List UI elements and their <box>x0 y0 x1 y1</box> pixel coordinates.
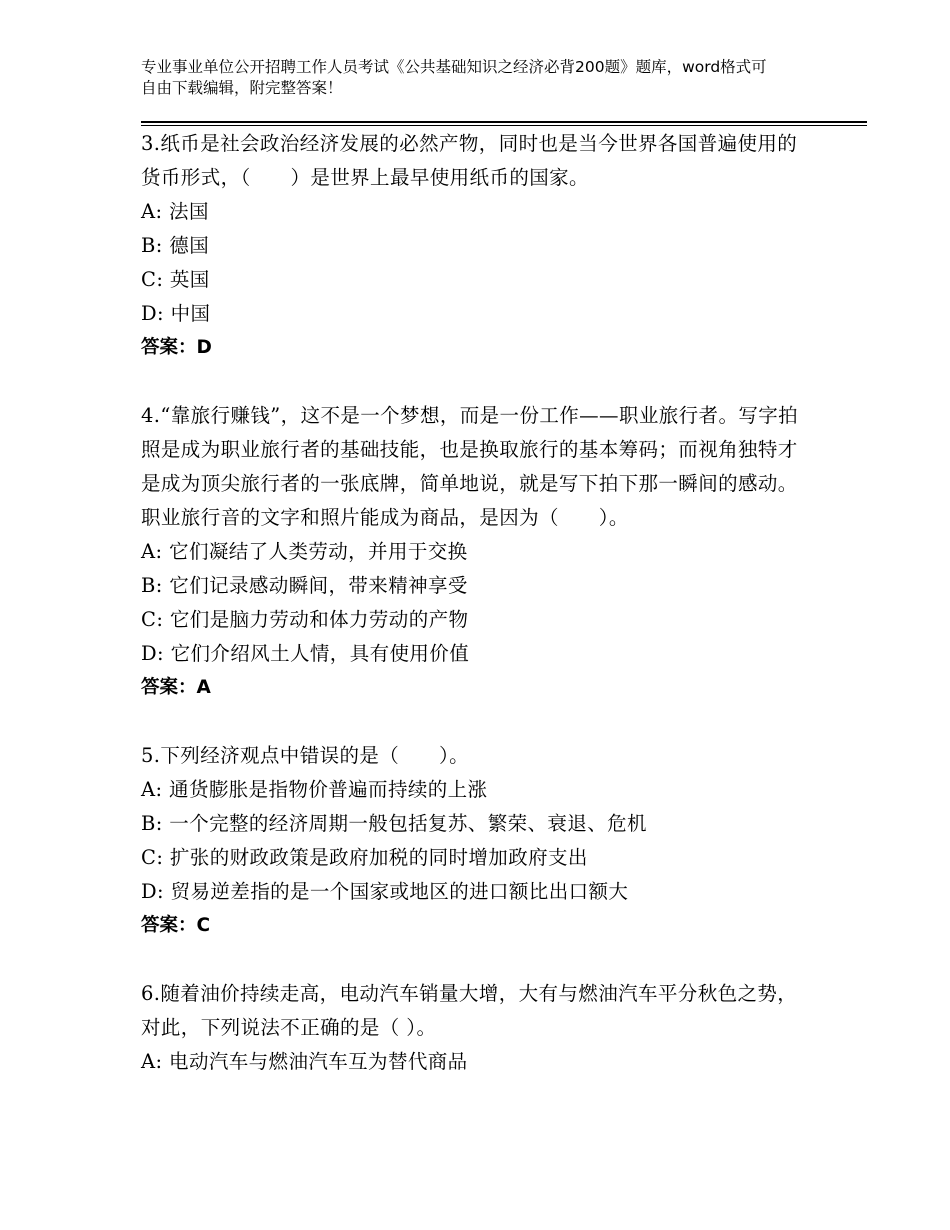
question-stem: 6.随着油价持续走高，电动汽车销量大增，大有与燃油汽车平分秋色之势，对此，下列说法不正确的是（ ）。 <box>141 982 798 1039</box>
question-stem: 5.下列经济观点中错误的是（ ）。 <box>141 744 470 767</box>
option-b: B: 一个完整的经济周期一般包括复苏、繁荣、衰退、危机 <box>141 812 647 835</box>
question-stem: 3.纸币是社会政治经济发展的必然产物，同时也是当今世界各国普遍使用的货币形式，（ ）是世界上最早使用纸币的国家。 <box>141 132 798 189</box>
option-b: B: 德国 <box>141 234 210 257</box>
document-header: 专业事业单位公开招聘工作人员考试《公共基础知识之经济必背200题》题库，word格式可自由下载编辑，附完整答案！ <box>141 58 767 97</box>
answer-label: 答案：D <box>141 337 212 358</box>
option-d: D: 贸易逆差指的是一个国家或地区的进口额比出口额大 <box>141 880 629 903</box>
option-a: A: 通货膨胀是指物价普遍而持续的上涨 <box>141 778 488 801</box>
question-3 <box>141 127 801 365</box>
answer-label: 答案：A <box>141 677 211 698</box>
question-6 <box>141 977 801 1079</box>
option-d: D: 它们介绍风土人情，具有使用价值 <box>141 642 470 665</box>
question-list <box>141 127 801 1113</box>
answer-label: 答案：C <box>141 915 211 936</box>
option-d: D: 中国 <box>141 302 211 325</box>
option-a: A: 它们凝结了人类劳动，并用于交换 <box>141 540 468 563</box>
question-stem: 4.“靠旅行赚钱”，这不是一个梦想，而是一份工作——职业旅行者。写字拍照是成为职业旅行者的基础技能，也是换取旅行的基本筹码；而视角独特才是成为顶尖旅行者的一张底牌，简单地说，就是写下拍下那一瞬间的感动。职业旅行音的文字和照片能成为商品，是因为（ ）。 <box>141 404 799 529</box>
option-c: C: 扩张的财政政策是政府加税的同时增加政府支出 <box>141 846 588 869</box>
option-c: C: 英国 <box>141 268 210 291</box>
option-a: A: 法国 <box>141 200 209 223</box>
header-rule-thin <box>141 125 867 126</box>
header-rule-thick <box>141 121 867 123</box>
question-5 <box>141 739 801 943</box>
option-a: A: 电动汽车与燃油汽车互为替代商品 <box>141 1050 468 1073</box>
question-4 <box>141 399 801 705</box>
option-c: C: 它们是脑力劳动和体力劳动的产物 <box>141 608 469 631</box>
option-b: B: 它们记录感动瞬间，带来精神享受 <box>141 574 468 597</box>
